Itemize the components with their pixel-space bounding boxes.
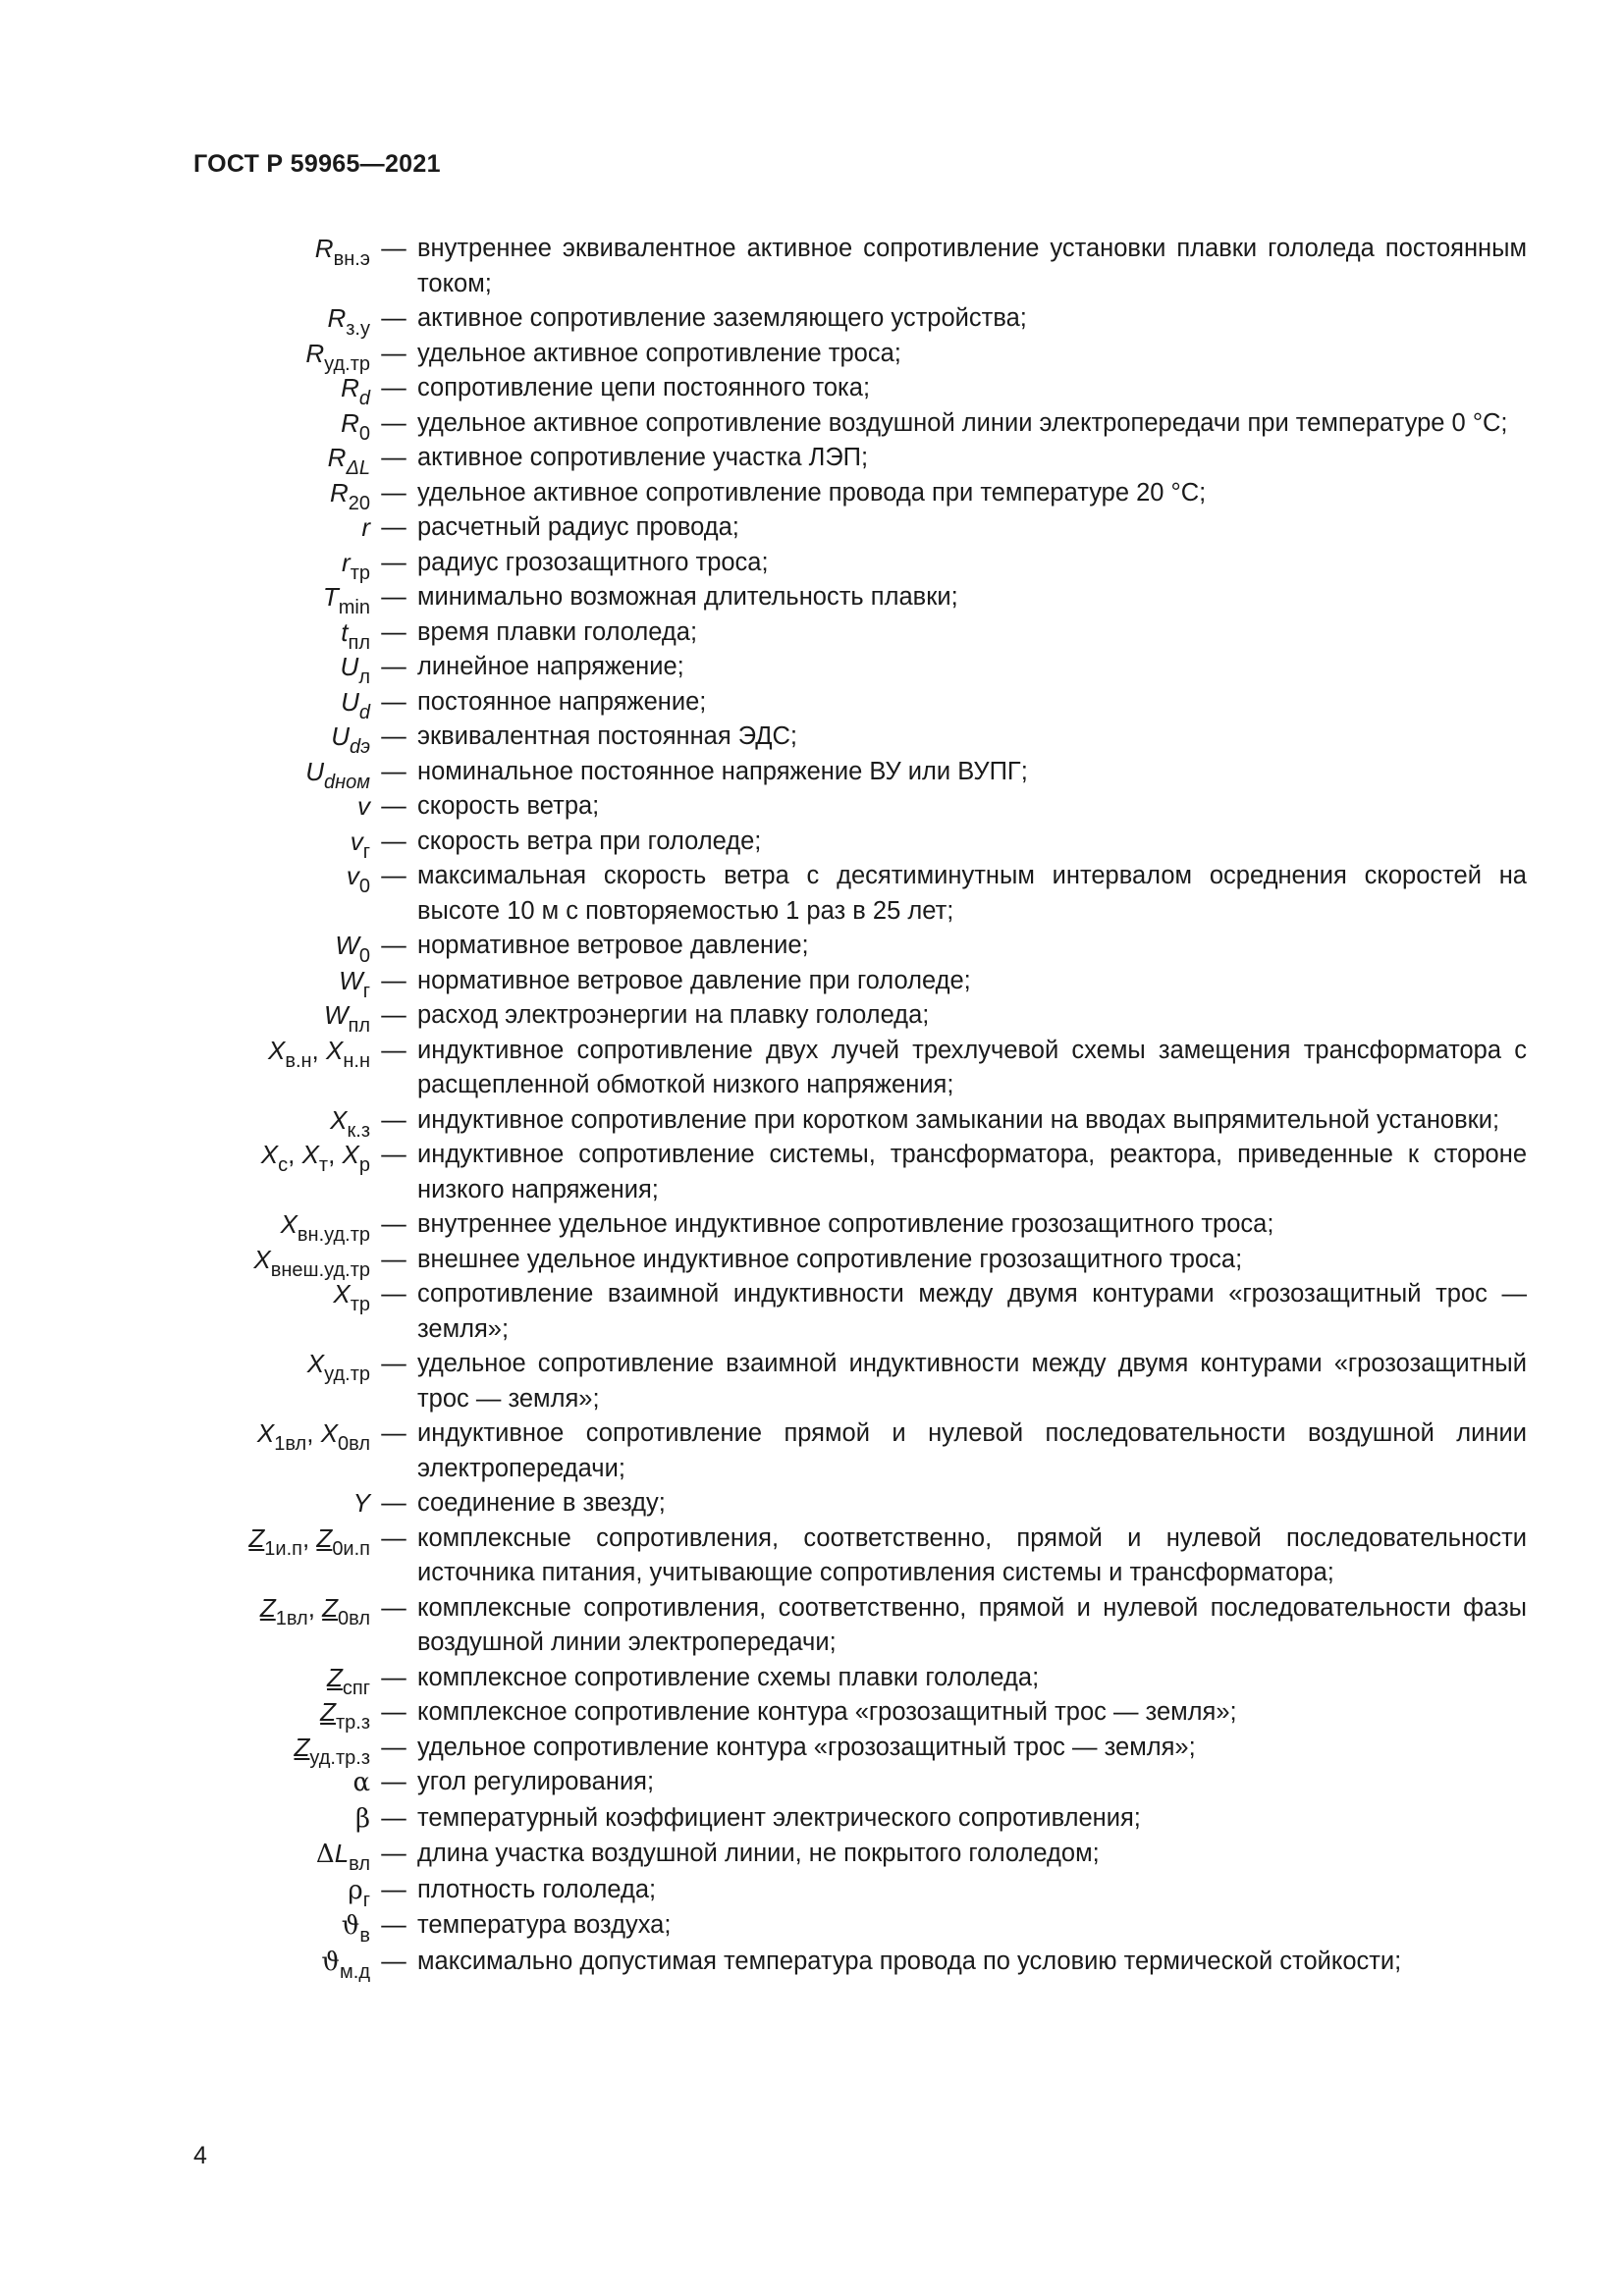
symbol: $W_г$ — [339, 965, 370, 1002]
symbol: $\rho_г$ — [348, 1875, 370, 1911]
symbol: $U_d$ — [341, 686, 370, 723]
em-dash: — — [381, 1947, 406, 1975]
definition-row — [0, 337, 1624, 375]
symbol: $R_{вн.э}$ — [314, 234, 370, 270]
em-dash: — — [381, 1280, 406, 1308]
em-dash: — — [381, 408, 406, 437]
definition-row — [0, 1801, 1624, 1838]
symbol: $U_{dном}$ — [305, 756, 370, 793]
definition-text: удельное сопротивление контура «грозозащитный трос — земля»; — [417, 1733, 1196, 1761]
definition-text: расход электроэнергии на плавку гололеда; — [417, 1001, 930, 1029]
definition-row — [0, 755, 1624, 793]
definition-text: номинальное постоянное напряжение ВУ или ВУПГ; — [417, 757, 1028, 785]
definition-text: длина участка воздушной линии, не покрытого гололедом; — [417, 1840, 1100, 1867]
em-dash: — — [381, 1245, 406, 1273]
definition-text: время плавки гололеда; — [417, 617, 698, 646]
symbol: $X_{вн.уд.тр}$ — [280, 1209, 370, 1246]
definition-text: индуктивное сопротивление двух лучей трехлучевой схемы замещения трансформатора с расщепленной обмоткой низкого напряжения; — [417, 1036, 1527, 1098]
em-dash: — — [381, 1911, 406, 1939]
definition-row — [0, 441, 1624, 479]
definition-text: скорость ветра; — [417, 792, 600, 820]
symbol: α — [352, 1768, 370, 1797]
definition-row — [0, 929, 1624, 967]
symbol: $v_0$ — [346, 861, 370, 897]
definition-text: удельное активное сопротивление провода при температуре 20 °С; — [417, 478, 1207, 507]
definition-row — [0, 1416, 1624, 1486]
symbol: $X_{уд.тр}$ — [306, 1349, 370, 1385]
definition-row — [0, 476, 1624, 514]
symbol: $X_{в.н}$, $X_{н.н}$ — [267, 1035, 370, 1072]
definition-text: сопротивление взаимной индуктивности между двумя контурами «грозозащитный трос — земля»; — [417, 1280, 1527, 1343]
definition-row — [0, 825, 1624, 863]
definition-text: расчетный радиус провода; — [417, 513, 739, 541]
definition-text: минимально возможная длительность плавки; — [417, 583, 958, 611]
definition-text: внутреннее удельное индуктивное сопротивление грозозащитного троса; — [417, 1210, 1274, 1238]
definition-text: температурный коэффициент электрического сопротивления; — [417, 1803, 1141, 1832]
em-dash: — — [381, 1593, 406, 1622]
definition-row — [0, 1731, 1624, 1769]
symbol: $r_{тр}$ — [342, 547, 370, 584]
symbol: r — [361, 512, 370, 542]
definition-text: сопротивление цепи постоянного тока; — [417, 374, 871, 401]
em-dash: — — [381, 1036, 406, 1064]
symbol: $ϑ_в$ — [341, 1911, 370, 1947]
symbol: $W_{пл}$ — [323, 1000, 370, 1037]
definition-row — [0, 685, 1624, 721]
definitions-list — [0, 232, 1624, 1983]
definition-row — [0, 1138, 1624, 1207]
symbol: $R_{20}$ — [329, 477, 370, 514]
definition-row — [0, 615, 1624, 654]
definition-row — [0, 720, 1624, 758]
definition-row — [0, 1837, 1624, 1873]
symbol: $v_г$ — [350, 826, 370, 863]
definition-row — [0, 1522, 1624, 1591]
symbol: $W_0$ — [335, 931, 370, 967]
em-dash: — — [381, 1210, 406, 1238]
definition-row — [0, 1591, 1624, 1661]
em-dash: — — [381, 1419, 406, 1447]
em-dash: — — [381, 1105, 406, 1134]
definition-row — [0, 1243, 1624, 1281]
definition-text: внешнее удельное индуктивное сопротивление грозозащитного троса; — [417, 1245, 1243, 1273]
em-dash: — — [381, 513, 406, 541]
definition-row — [0, 510, 1624, 546]
definition-text: удельное активное сопротивление воздушной линии электропередачи при температуре 0 °С; — [417, 408, 1508, 437]
definition-row — [0, 546, 1624, 584]
definition-text: комплексное сопротивление контура «грозозащитный трос — земля»; — [417, 1698, 1237, 1726]
symbol: $R_{з.у}$ — [327, 303, 370, 340]
definition-text: внутреннее эквивалентное активное сопротивление установки плавки гололеда постоянным током; — [417, 235, 1527, 297]
definition-text: индуктивное сопротивление системы, трансформатора, реактора, приведенные к стороне низкого напряжения; — [417, 1141, 1527, 1203]
symbol: $X_с$, $X_т$, $X_р$ — [260, 1140, 370, 1176]
document-header: ГОСТ Р 59965—2021 — [193, 150, 441, 178]
symbol: $Z_{тр.з}$ — [320, 1697, 370, 1734]
definition-row — [0, 1486, 1624, 1522]
em-dash: — — [381, 932, 406, 959]
definition-row — [0, 580, 1624, 618]
definition-text: соединение в звезду; — [417, 1489, 666, 1517]
symbol: β — [354, 1803, 370, 1834]
definition-text: постоянное напряжение; — [417, 687, 707, 716]
em-dash: — — [381, 1803, 406, 1832]
definition-text: эквивалентная постоянная ЭДС; — [417, 722, 797, 750]
em-dash: — — [381, 1663, 406, 1691]
page-number: 4 — [193, 2142, 207, 2169]
em-dash: — — [381, 722, 406, 750]
definition-text: удельное сопротивление взаимной индуктивности между двумя контурами «грозозащитный трос — земля»; — [417, 1350, 1527, 1413]
definition-row — [0, 1207, 1624, 1246]
definition-row — [0, 1034, 1624, 1103]
symbol: $U_{dэ}$ — [331, 721, 370, 758]
em-dash: — — [381, 235, 406, 262]
definition-row — [0, 789, 1624, 825]
symbol: $\Delta L_{вл}$ — [315, 1839, 370, 1875]
symbol: $ϑ_{м.д}$ — [321, 1947, 370, 1983]
definition-row — [0, 998, 1624, 1037]
em-dash: — — [381, 1489, 406, 1517]
definition-row — [0, 1908, 1624, 1945]
definition-row — [0, 1873, 1624, 1909]
definition-row — [0, 964, 1624, 1002]
symbol: $R_d$ — [341, 373, 370, 409]
definition-row — [0, 371, 1624, 409]
em-dash: — — [381, 1523, 406, 1552]
definition-row — [0, 1103, 1624, 1142]
em-dash: — — [381, 1840, 406, 1867]
definition-text: плотность гололеда; — [417, 1875, 657, 1903]
em-dash: — — [381, 1733, 406, 1761]
definition-text: температура воздуха; — [417, 1911, 672, 1939]
em-dash: — — [381, 1875, 406, 1903]
symbol: Y — [352, 1488, 370, 1518]
symbol: $U_л$ — [340, 652, 370, 688]
em-dash: — — [381, 374, 406, 401]
em-dash: — — [381, 757, 406, 785]
definition-row — [0, 650, 1624, 688]
definition-row — [0, 1945, 1624, 1981]
definition-text: угол регулирования; — [417, 1768, 655, 1795]
symbol: v — [357, 791, 370, 821]
definition-text: радиус грозозащитного троса; — [417, 548, 769, 576]
em-dash: — — [381, 792, 406, 820]
definition-text: нормативное ветровое давление; — [417, 932, 809, 959]
symbol: $X_{тр}$ — [333, 1279, 370, 1315]
definition-text: линейное напряжение; — [417, 653, 684, 680]
em-dash: — — [381, 827, 406, 855]
definition-text: комплексное сопротивление схемы плавки гололеда; — [417, 1663, 1040, 1691]
definition-row — [0, 1695, 1624, 1734]
symbol: $Z_{1и.п}$, $Z_{0и.п}$ — [248, 1522, 370, 1560]
em-dash: — — [381, 1001, 406, 1029]
symbol: $X_{к.з}$ — [330, 1104, 370, 1142]
em-dash: — — [381, 862, 406, 889]
em-dash: — — [381, 478, 406, 507]
symbol: $R_{уд.тр}$ — [305, 338, 370, 375]
definition-row — [0, 1277, 1624, 1347]
symbol: $Z_{1вл}$, $Z_{0вл}$ — [259, 1592, 370, 1629]
definition-row — [0, 859, 1624, 929]
definition-text: максимально допустимая температура провода по условию термической стойкости; — [417, 1947, 1402, 1975]
symbol: $Z_{спг}$ — [326, 1662, 370, 1699]
em-dash: — — [381, 966, 406, 994]
definition-text: нормативное ветровое давление при гололеде; — [417, 966, 971, 994]
symbol: $t_{пл}$ — [341, 616, 370, 654]
definition-text: комплексные сопротивления, соответственно, прямой и нулевой последовательности источника питания, учитывающие сопротивления системы и трансформатора; — [417, 1523, 1527, 1586]
em-dash: — — [381, 304, 406, 332]
definition-text: скорость ветра при гололеде; — [417, 827, 762, 855]
definition-text: индуктивное сопротивление при коротком замыкании на вводах выпрямительной установки; — [417, 1105, 1500, 1134]
definition-row — [0, 301, 1624, 340]
symbol: $R_{\Delta L}$ — [327, 443, 370, 479]
definition-row — [0, 232, 1624, 301]
em-dash: — — [381, 617, 406, 646]
definition-text: активное сопротивление заземляющего устройства; — [417, 304, 1027, 332]
em-dash: — — [381, 548, 406, 576]
em-dash: — — [381, 1768, 406, 1795]
definition-row — [0, 1347, 1624, 1416]
definition-text: максимальная скорость ветра с десятиминутным интервалом осреднения скоростей на высоте 10 м с повторяемостью 1 раз в 25 лет; — [417, 862, 1527, 925]
definition-text: удельное активное сопротивление троса; — [417, 339, 901, 367]
symbol: $T_{min}$ — [322, 582, 370, 618]
definition-row — [0, 1765, 1624, 1801]
symbol: $R_0$ — [341, 407, 370, 445]
definition-text: индуктивное сопротивление прямой и нулевой последовательности воздушной линии электропередачи; — [417, 1419, 1527, 1482]
em-dash: — — [381, 1141, 406, 1168]
em-dash: — — [381, 1698, 406, 1726]
definition-text: комплексные сопротивления, соответственно, прямой и нулевой последовательности фазы воздушной линии электропередачи; — [417, 1593, 1527, 1656]
symbol: $Z_{уд.тр.з}$ — [294, 1732, 370, 1769]
definition-row — [0, 406, 1624, 445]
symbol: $X_{внеш.уд.тр}$ — [253, 1244, 370, 1281]
em-dash: — — [381, 339, 406, 367]
em-dash: — — [381, 444, 406, 471]
em-dash: — — [381, 687, 406, 716]
symbol: $X_{1вл}$, $X_{0вл}$ — [256, 1418, 370, 1455]
em-dash: — — [381, 1350, 406, 1377]
definition-text: активное сопротивление участка ЛЭП; — [417, 444, 869, 471]
em-dash: — — [381, 583, 406, 611]
definition-row — [0, 1661, 1624, 1699]
em-dash: — — [381, 653, 406, 680]
